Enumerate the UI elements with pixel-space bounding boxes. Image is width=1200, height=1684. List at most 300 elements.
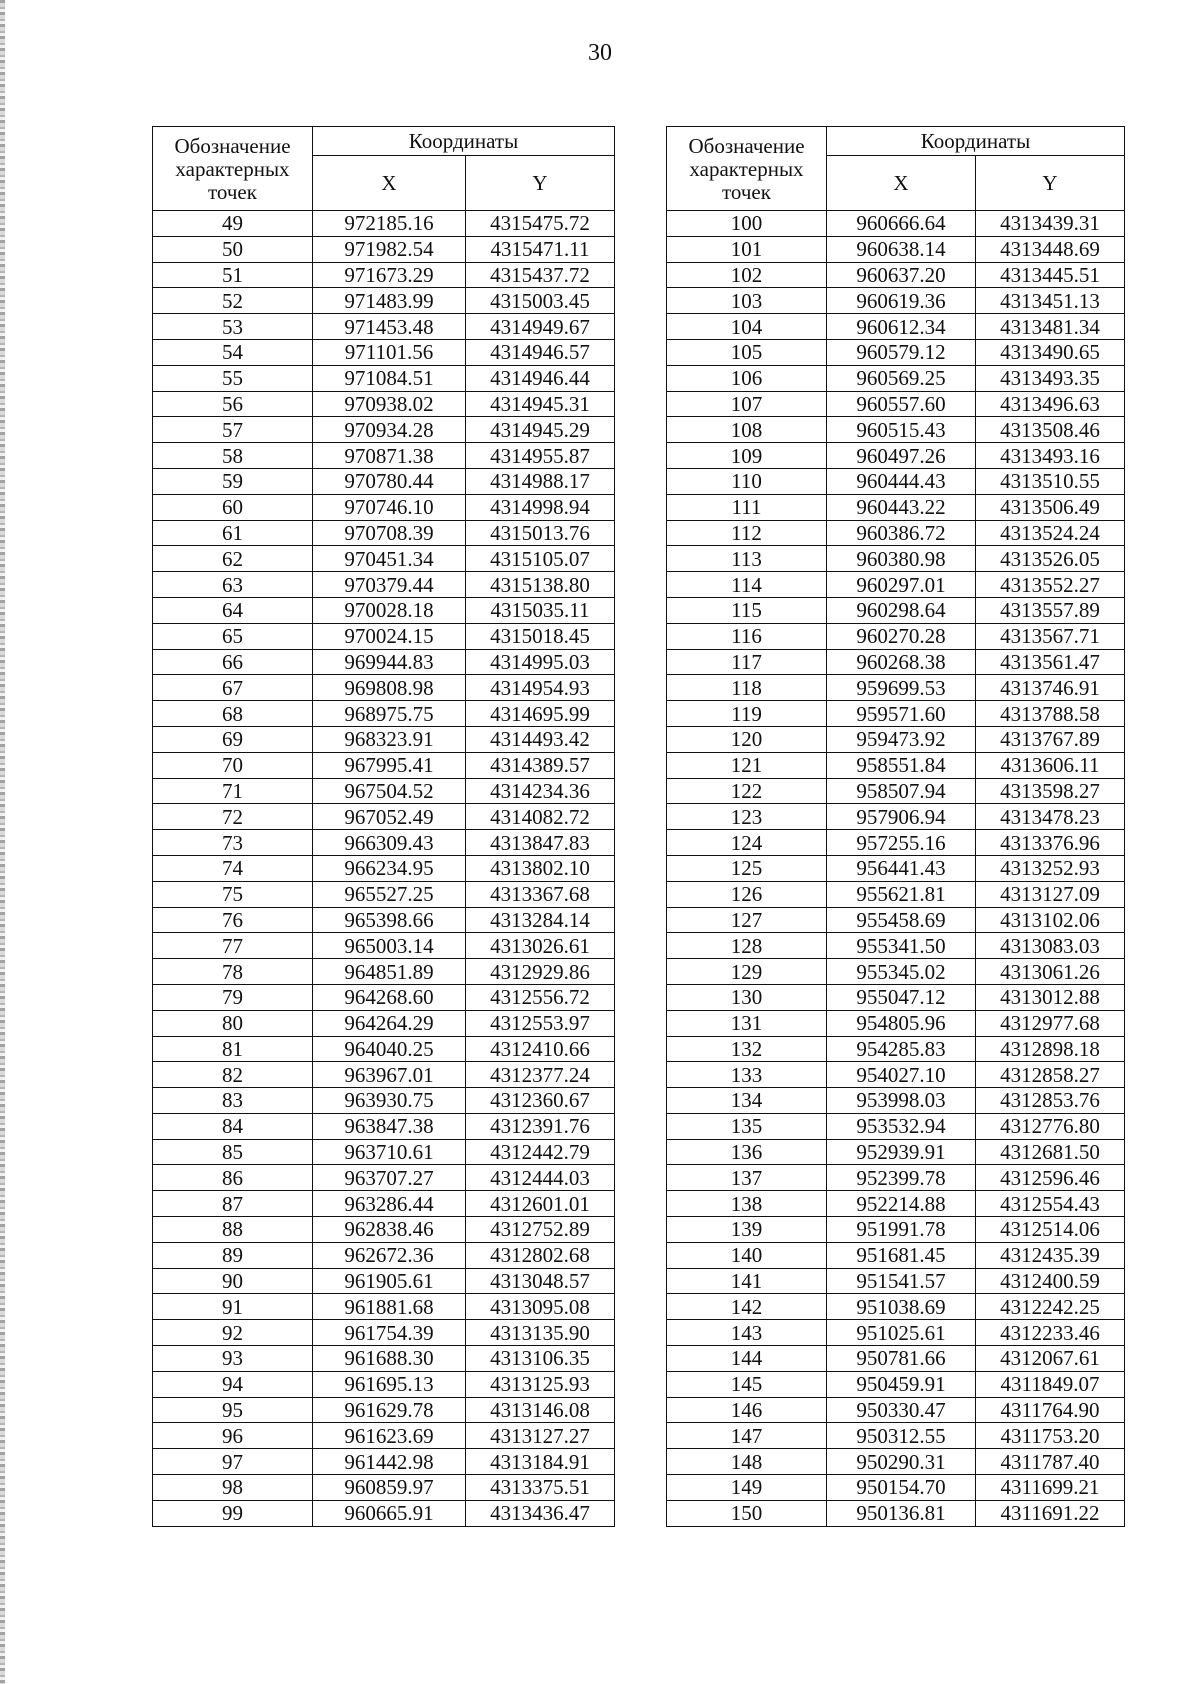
table-row [667, 649, 1125, 675]
x-coordinate-cell: 960298.64 [827, 597, 976, 623]
x-coordinate-cell: 970871.38 [313, 443, 466, 469]
y-coordinate-cell: 4312681.50 [976, 1139, 1125, 1165]
point-id-cell: 91 [153, 1294, 313, 1320]
x-coordinate-cell: 970780.44 [313, 468, 466, 494]
table-row [667, 211, 1125, 237]
table-row [667, 959, 1125, 985]
coordinates-header: Координаты [313, 127, 615, 156]
x-coordinate-cell: 970934.28 [313, 417, 466, 443]
table-row [153, 855, 615, 881]
x-coordinate-cell: 960515.43 [827, 417, 976, 443]
point-id-cell: 105 [667, 339, 827, 365]
x-coordinate-cell: 950154.70 [827, 1475, 976, 1501]
point-id-cell: 62 [153, 546, 313, 572]
y-coordinate-cell: 4313095.08 [466, 1294, 615, 1320]
x-coordinate-cell: 963847.38 [313, 1113, 466, 1139]
y-coordinate-cell: 4312858.27 [976, 1062, 1125, 1088]
table-row [667, 726, 1125, 752]
point-id-cell: 142 [667, 1294, 827, 1320]
point-id-cell: 83 [153, 1088, 313, 1114]
table-row [667, 881, 1125, 907]
table-row [667, 1139, 1125, 1165]
x-coordinate-cell: 958551.84 [827, 752, 976, 778]
scan-edge [0, 0, 5, 1684]
table-row [153, 236, 615, 262]
y-coordinate-cell: 4314493.42 [466, 726, 615, 752]
y-coordinate-cell: 4314995.03 [466, 649, 615, 675]
point-id-cell: 94 [153, 1371, 313, 1397]
x-coordinate-cell: 952399.78 [827, 1165, 976, 1191]
point-id-cell: 65 [153, 623, 313, 649]
x-coordinate-cell: 970746.10 [313, 494, 466, 520]
x-coordinate-cell: 960497.26 [827, 443, 976, 469]
x-coordinate-cell: 962672.36 [313, 1242, 466, 1268]
x-coordinate-cell: 965527.25 [313, 881, 466, 907]
y-coordinate-cell: 4312929.86 [466, 959, 615, 985]
x-coordinate-cell: 970451.34 [313, 546, 466, 572]
x-coordinate-cell: 968975.75 [313, 701, 466, 727]
point-id-cell: 58 [153, 443, 313, 469]
x-coordinate-cell: 960268.38 [827, 649, 976, 675]
x-coordinate-cell: 959473.92 [827, 726, 976, 752]
x-coordinate-cell: 954027.10 [827, 1062, 976, 1088]
point-id-cell: 99 [153, 1500, 313, 1526]
table-row [667, 778, 1125, 804]
point-id-cell: 93 [153, 1346, 313, 1372]
point-designation-header: Обозначение характерных точек [153, 127, 313, 211]
point-id-cell: 71 [153, 778, 313, 804]
table-row [153, 1062, 615, 1088]
y-coordinate-cell: 4313526.05 [976, 546, 1125, 572]
y-coordinate-cell: 4311787.40 [976, 1449, 1125, 1475]
table-row [153, 1423, 615, 1449]
y-coordinate-cell: 4312977.68 [976, 1010, 1125, 1036]
point-id-cell: 106 [667, 365, 827, 391]
table-row [153, 804, 615, 830]
x-coordinate-cell: 961881.68 [313, 1294, 466, 1320]
point-id-cell: 145 [667, 1371, 827, 1397]
x-coordinate-cell: 959699.53 [827, 675, 976, 701]
x-coordinate-cell: 955458.69 [827, 907, 976, 933]
table-row [667, 623, 1125, 649]
y-coordinate-cell: 4315035.11 [466, 597, 615, 623]
y-coordinate-cell: 4314234.36 [466, 778, 615, 804]
point-id-cell: 92 [153, 1320, 313, 1346]
y-coordinate-cell: 4313127.27 [466, 1423, 615, 1449]
point-id-cell: 57 [153, 417, 313, 443]
table-row [667, 443, 1125, 469]
point-id-cell: 119 [667, 701, 827, 727]
x-coordinate-cell: 958507.94 [827, 778, 976, 804]
table-row [153, 365, 615, 391]
point-id-cell: 53 [153, 314, 313, 340]
table-row [667, 1500, 1125, 1526]
x-coordinate-cell: 951681.45 [827, 1242, 976, 1268]
x-coordinate-cell: 959571.60 [827, 701, 976, 727]
table-row [153, 1475, 615, 1501]
table-row [153, 1320, 615, 1346]
point-id-cell: 148 [667, 1449, 827, 1475]
y-coordinate-cell: 4313106.35 [466, 1346, 615, 1372]
table-row [153, 752, 615, 778]
point-id-cell: 115 [667, 597, 827, 623]
x-coordinate-cell: 961905.61 [313, 1268, 466, 1294]
x-coordinate-cell: 964268.60 [313, 984, 466, 1010]
x-coordinate-cell: 968323.91 [313, 726, 466, 752]
x-coordinate-cell: 963967.01 [313, 1062, 466, 1088]
x-coordinate-cell: 960270.28 [827, 623, 976, 649]
table-row [153, 391, 615, 417]
table-row [667, 1217, 1125, 1243]
y-coordinate-cell: 4313375.51 [466, 1475, 615, 1501]
x-coordinate-cell: 966234.95 [313, 855, 466, 881]
point-id-cell: 85 [153, 1139, 313, 1165]
x-coordinate-cell: 952939.91 [827, 1139, 976, 1165]
table-row [667, 1423, 1125, 1449]
table-row [667, 1088, 1125, 1114]
point-id-cell: 150 [667, 1500, 827, 1526]
point-id-cell: 95 [153, 1397, 313, 1423]
point-id-cell: 102 [667, 262, 827, 288]
x-coordinate-cell: 953532.94 [827, 1113, 976, 1139]
point-id-cell: 114 [667, 572, 827, 598]
point-id-cell: 103 [667, 288, 827, 314]
table-row [667, 1371, 1125, 1397]
table-row [153, 701, 615, 727]
point-id-cell: 49 [153, 211, 313, 237]
y-coordinate-cell: 4313510.55 [976, 468, 1125, 494]
y-coordinate-cell: 4311764.90 [976, 1397, 1125, 1423]
point-id-cell: 67 [153, 675, 313, 701]
y-coordinate-cell: 4313012.88 [976, 984, 1125, 1010]
point-id-cell: 64 [153, 597, 313, 623]
y-coordinate-cell: 4312776.80 [976, 1113, 1125, 1139]
x-coordinate-cell: 951025.61 [827, 1320, 976, 1346]
x-coordinate-cell: 971101.56 [313, 339, 466, 365]
x-coordinate-cell: 960612.34 [827, 314, 976, 340]
table-row [667, 1036, 1125, 1062]
x-coordinate-cell: 960386.72 [827, 520, 976, 546]
y-coordinate-cell: 4313493.16 [976, 443, 1125, 469]
point-id-cell: 74 [153, 855, 313, 881]
x-column-header: X [313, 156, 466, 211]
x-coordinate-cell: 961629.78 [313, 1397, 466, 1423]
point-id-cell: 123 [667, 804, 827, 830]
y-coordinate-cell: 4313284.14 [466, 907, 615, 933]
y-coordinate-cell: 4314946.57 [466, 339, 615, 365]
y-coordinate-cell: 4314389.57 [466, 752, 615, 778]
x-coordinate-cell: 960637.20 [827, 262, 976, 288]
table-row [153, 1165, 615, 1191]
point-id-cell: 133 [667, 1062, 827, 1088]
x-coordinate-cell: 960443.22 [827, 494, 976, 520]
y-coordinate-cell: 4313567.71 [976, 623, 1125, 649]
table-row [153, 1113, 615, 1139]
table-row [153, 1371, 615, 1397]
y-coordinate-cell: 4313557.89 [976, 597, 1125, 623]
point-id-cell: 137 [667, 1165, 827, 1191]
x-coordinate-cell: 955047.12 [827, 984, 976, 1010]
coordinates-table-left [152, 126, 615, 1527]
point-id-cell: 108 [667, 417, 827, 443]
x-coordinate-cell: 971982.54 [313, 236, 466, 262]
table-row [153, 881, 615, 907]
table-row [667, 417, 1125, 443]
point-id-cell: 82 [153, 1062, 313, 1088]
table-row [153, 468, 615, 494]
x-coordinate-cell: 957255.16 [827, 830, 976, 856]
table-row [667, 546, 1125, 572]
point-id-cell: 75 [153, 881, 313, 907]
y-coordinate-cell: 4313083.03 [976, 933, 1125, 959]
table-row [153, 959, 615, 985]
x-coordinate-cell: 962838.46 [313, 1217, 466, 1243]
y-coordinate-cell: 4312242.25 [976, 1294, 1125, 1320]
y-coordinate-cell: 4313788.58 [976, 701, 1125, 727]
table-row [153, 623, 615, 649]
y-coordinate-cell: 4312444.03 [466, 1165, 615, 1191]
y-coordinate-cell: 4312596.46 [976, 1165, 1125, 1191]
table-row [667, 468, 1125, 494]
y-coordinate-cell: 4314945.29 [466, 417, 615, 443]
y-coordinate-cell: 4311849.07 [976, 1371, 1125, 1397]
table-row [153, 1500, 615, 1526]
y-coordinate-cell: 4311753.20 [976, 1423, 1125, 1449]
point-id-cell: 146 [667, 1397, 827, 1423]
y-coordinate-cell: 4312752.89 [466, 1217, 615, 1243]
y-coordinate-cell: 4313376.96 [976, 830, 1125, 856]
table-row [153, 649, 615, 675]
table-row [667, 1346, 1125, 1372]
point-id-cell: 79 [153, 984, 313, 1010]
table-row [153, 546, 615, 572]
x-coordinate-cell: 960579.12 [827, 339, 976, 365]
table-row [153, 1191, 615, 1217]
point-id-cell: 90 [153, 1268, 313, 1294]
table-row [153, 262, 615, 288]
point-id-cell: 124 [667, 830, 827, 856]
x-coordinate-cell: 964040.25 [313, 1036, 466, 1062]
x-coordinate-cell: 954285.83 [827, 1036, 976, 1062]
table-row [153, 1449, 615, 1475]
x-coordinate-cell: 956441.43 [827, 855, 976, 881]
point-id-cell: 52 [153, 288, 313, 314]
x-coordinate-cell: 960557.60 [827, 391, 976, 417]
point-id-cell: 61 [153, 520, 313, 546]
point-id-cell: 63 [153, 572, 313, 598]
table-row [153, 675, 615, 701]
point-id-cell: 144 [667, 1346, 827, 1372]
point-id-cell: 89 [153, 1242, 313, 1268]
point-id-cell: 98 [153, 1475, 313, 1501]
x-coordinate-cell: 964264.29 [313, 1010, 466, 1036]
x-coordinate-cell: 963930.75 [313, 1088, 466, 1114]
x-coordinate-cell: 950312.55 [827, 1423, 976, 1449]
y-coordinate-cell: 4313146.08 [466, 1397, 615, 1423]
table-row [667, 701, 1125, 727]
x-coordinate-cell: 960569.25 [827, 365, 976, 391]
y-coordinate-cell: 4313451.13 [976, 288, 1125, 314]
y-coordinate-cell: 4313436.47 [466, 1500, 615, 1526]
y-coordinate-cell: 4315437.72 [466, 262, 615, 288]
table-row [667, 752, 1125, 778]
table-row [667, 830, 1125, 856]
point-id-cell: 131 [667, 1010, 827, 1036]
y-coordinate-cell: 4314082.72 [466, 804, 615, 830]
point-id-cell: 134 [667, 1088, 827, 1114]
table-row [667, 1268, 1125, 1294]
table-row [667, 1010, 1125, 1036]
table-row [153, 288, 615, 314]
point-id-cell: 69 [153, 726, 313, 752]
y-coordinate-cell: 4315138.80 [466, 572, 615, 598]
y-coordinate-cell: 4312067.61 [976, 1346, 1125, 1372]
y-coordinate-cell: 4311699.21 [976, 1475, 1125, 1501]
x-coordinate-cell: 970028.18 [313, 597, 466, 623]
x-coordinate-cell: 954805.96 [827, 1010, 976, 1036]
point-id-cell: 101 [667, 236, 827, 262]
y-coordinate-cell: 4315003.45 [466, 288, 615, 314]
table-row [153, 494, 615, 520]
table-row [667, 907, 1125, 933]
y-coordinate-cell: 4312360.67 [466, 1088, 615, 1114]
table-row [667, 288, 1125, 314]
y-coordinate-cell: 4314988.17 [466, 468, 615, 494]
x-coordinate-cell: 961688.30 [313, 1346, 466, 1372]
point-id-cell: 60 [153, 494, 313, 520]
point-id-cell: 51 [153, 262, 313, 288]
y-coordinate-cell: 4313481.34 [976, 314, 1125, 340]
x-coordinate-cell: 950781.66 [827, 1346, 976, 1372]
x-coordinate-cell: 971673.29 [313, 262, 466, 288]
y-column-header: Y [976, 156, 1125, 211]
table-row [667, 1062, 1125, 1088]
y-coordinate-cell: 4312377.24 [466, 1062, 615, 1088]
point-id-cell: 129 [667, 959, 827, 985]
point-id-cell: 140 [667, 1242, 827, 1268]
x-coordinate-cell: 970938.02 [313, 391, 466, 417]
table-row [667, 314, 1125, 340]
table-row [667, 339, 1125, 365]
x-coordinate-cell: 961754.39 [313, 1320, 466, 1346]
table-row [667, 1242, 1125, 1268]
point-id-cell: 120 [667, 726, 827, 752]
point-id-cell: 128 [667, 933, 827, 959]
point-id-cell: 143 [667, 1320, 827, 1346]
x-coordinate-cell: 963710.61 [313, 1139, 466, 1165]
point-id-cell: 126 [667, 881, 827, 907]
table-row [667, 520, 1125, 546]
table-row [153, 211, 615, 237]
point-id-cell: 59 [153, 468, 313, 494]
y-coordinate-cell: 4313367.68 [466, 881, 615, 907]
point-id-cell: 50 [153, 236, 313, 262]
y-coordinate-cell: 4313493.35 [976, 365, 1125, 391]
x-coordinate-cell: 960859.97 [313, 1475, 466, 1501]
x-coordinate-cell: 965398.66 [313, 907, 466, 933]
point-id-cell: 80 [153, 1010, 313, 1036]
table-row [153, 339, 615, 365]
table-row [667, 1294, 1125, 1320]
y-coordinate-cell: 4312853.76 [976, 1088, 1125, 1114]
x-coordinate-cell: 971084.51 [313, 365, 466, 391]
y-coordinate-cell: 4314955.87 [466, 443, 615, 469]
x-coordinate-cell: 960666.64 [827, 211, 976, 237]
point-id-cell: 88 [153, 1217, 313, 1243]
table-row [667, 1397, 1125, 1423]
y-coordinate-cell: 4315105.07 [466, 546, 615, 572]
x-coordinate-cell: 972185.16 [313, 211, 466, 237]
y-coordinate-cell: 4314945.31 [466, 391, 615, 417]
point-id-cell: 136 [667, 1139, 827, 1165]
y-coordinate-cell: 4313061.26 [976, 959, 1125, 985]
point-id-cell: 116 [667, 623, 827, 649]
table-row [667, 984, 1125, 1010]
table-row [667, 1449, 1125, 1475]
y-coordinate-cell: 4312898.18 [976, 1036, 1125, 1062]
x-coordinate-cell: 960297.01 [827, 572, 976, 598]
y-coordinate-cell: 4314949.67 [466, 314, 615, 340]
y-coordinate-cell: 4313026.61 [466, 933, 615, 959]
table-row [153, 443, 615, 469]
x-coordinate-cell: 963286.44 [313, 1191, 466, 1217]
y-coordinate-cell: 4312553.97 [466, 1010, 615, 1036]
y-coordinate-cell: 4313561.47 [976, 649, 1125, 675]
x-coordinate-cell: 950136.81 [827, 1500, 976, 1526]
x-coordinate-cell: 960380.98 [827, 546, 976, 572]
y-coordinate-cell: 4313439.31 [976, 211, 1125, 237]
x-coordinate-cell: 970708.39 [313, 520, 466, 546]
y-coordinate-cell: 4313496.63 [976, 391, 1125, 417]
point-id-cell: 122 [667, 778, 827, 804]
table-row [667, 391, 1125, 417]
y-coordinate-cell: 4313508.46 [976, 417, 1125, 443]
point-id-cell: 111 [667, 494, 827, 520]
point-id-cell: 113 [667, 546, 827, 572]
point-id-cell: 55 [153, 365, 313, 391]
x-coordinate-cell: 971483.99 [313, 288, 466, 314]
table-row [667, 933, 1125, 959]
table-row [667, 597, 1125, 623]
point-designation-header: Обозначение характерных точек [667, 127, 827, 211]
x-coordinate-cell: 967995.41 [313, 752, 466, 778]
point-id-cell: 121 [667, 752, 827, 778]
point-id-cell: 78 [153, 959, 313, 985]
point-id-cell: 138 [667, 1191, 827, 1217]
table-row [667, 494, 1125, 520]
table-row [667, 804, 1125, 830]
y-coordinate-cell: 4312435.39 [976, 1242, 1125, 1268]
y-coordinate-cell: 4313445.51 [976, 262, 1125, 288]
point-id-cell: 81 [153, 1036, 313, 1062]
point-id-cell: 73 [153, 830, 313, 856]
point-id-cell: 110 [667, 468, 827, 494]
table-row [153, 572, 615, 598]
y-coordinate-cell: 4313506.49 [976, 494, 1125, 520]
table-row [153, 1088, 615, 1114]
table-row [153, 1217, 615, 1243]
y-coordinate-cell: 4313135.90 [466, 1320, 615, 1346]
y-coordinate-cell: 4312233.46 [976, 1320, 1125, 1346]
y-coordinate-cell: 4312601.01 [466, 1191, 615, 1217]
x-coordinate-cell: 953998.03 [827, 1088, 976, 1114]
table-row [667, 1165, 1125, 1191]
x-coordinate-cell: 950330.47 [827, 1397, 976, 1423]
x-coordinate-cell: 961442.98 [313, 1449, 466, 1475]
point-id-cell: 107 [667, 391, 827, 417]
x-coordinate-cell: 964851.89 [313, 959, 466, 985]
point-id-cell: 56 [153, 391, 313, 417]
